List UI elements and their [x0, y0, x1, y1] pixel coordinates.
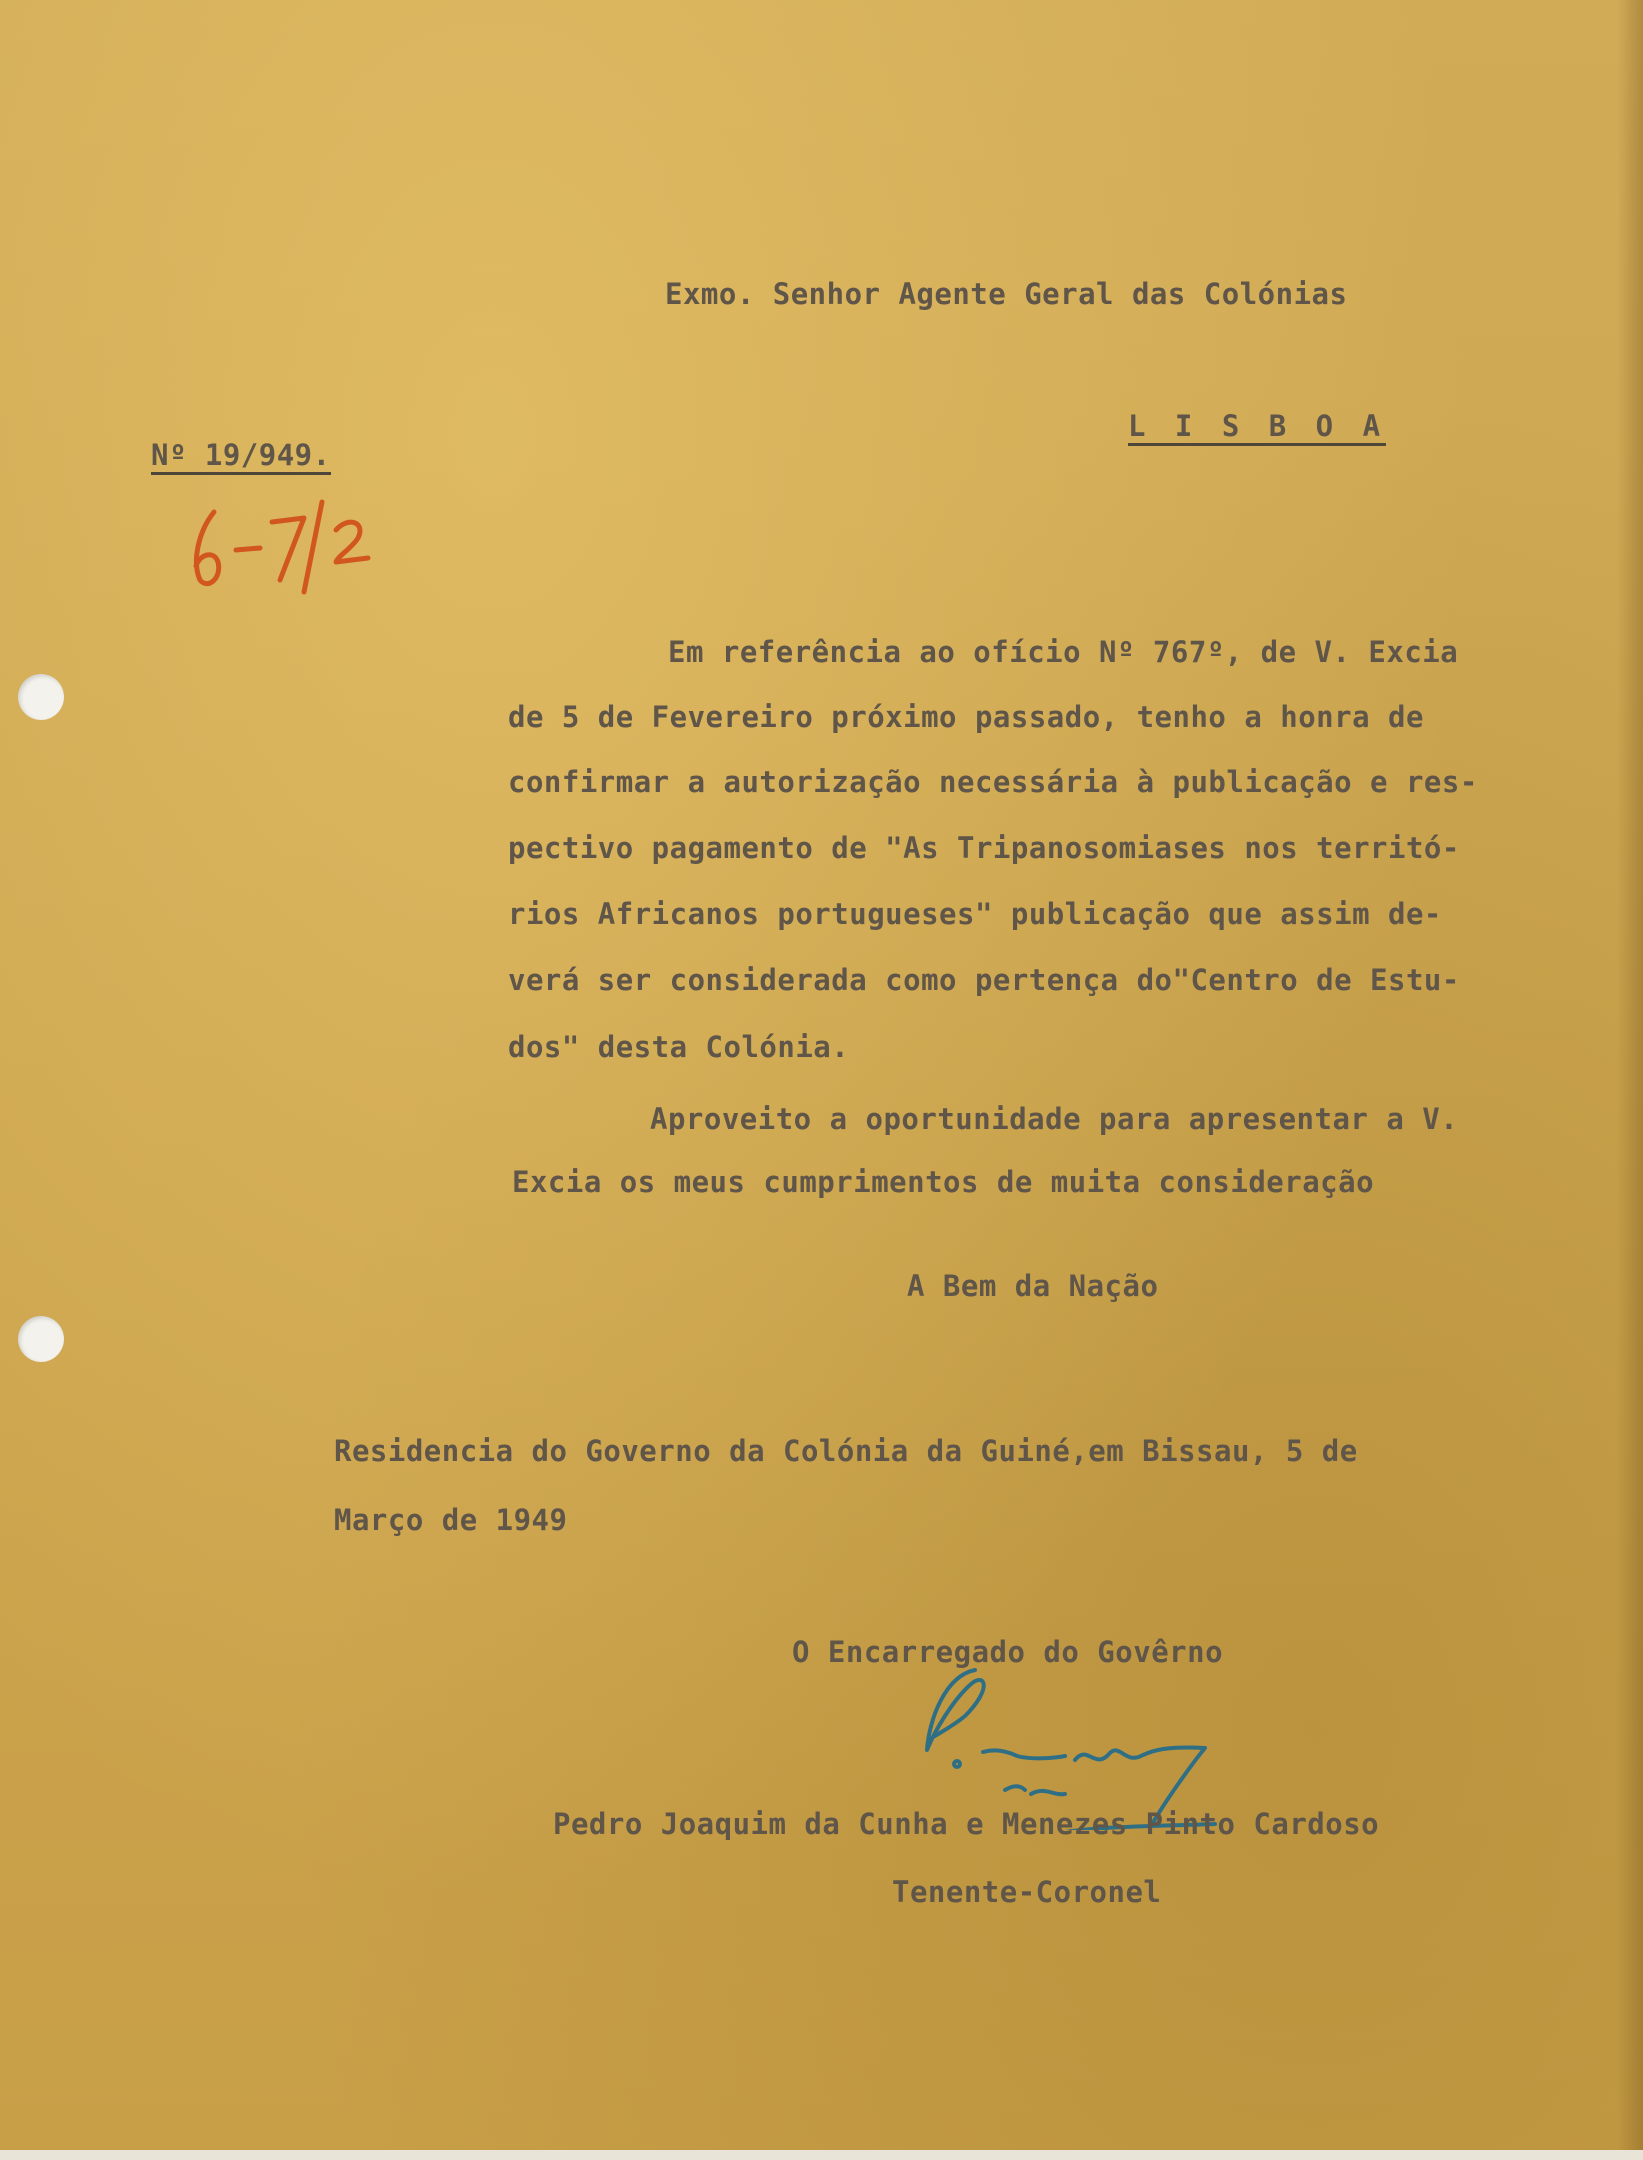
signatory-title: O Encarregado do Govêrno	[792, 1635, 1224, 1669]
reference-number: Nº 19/949.	[151, 441, 331, 475]
signature-icon	[905, 1660, 1265, 1830]
city-heading: L I S B O A	[1128, 412, 1386, 446]
paper-edge-shadow	[1617, 0, 1643, 2160]
punch-hole-bottom	[18, 1316, 64, 1362]
addressee-line: Exmo. Senhor Agente Geral das Colónias	[665, 277, 1348, 311]
signatory-name: Pedro Joaquim da Cunha e Menezes Pinto Cardoso	[553, 1807, 1380, 1841]
body-line-7: dos" desta Colónia.	[508, 1030, 850, 1064]
place-date-line-1: Residencia do Governo da Colónia da Guiné,em Bissau, 5 de	[334, 1434, 1358, 1468]
closing-line-2: Excia os meus cumprimentos de muita consideração	[512, 1165, 1375, 1199]
body-line-1: Em referência ao ofício Nº 767º, de V. Excia	[668, 635, 1459, 669]
body-line-2: de 5 de Fevereiro próximo passado, tenho a honra de	[508, 700, 1424, 734]
salutation: A Bem da Nação	[907, 1269, 1159, 1303]
scan-bottom-strip	[0, 2150, 1643, 2160]
red-pencil-annotation-icon	[186, 492, 386, 602]
body-line-5: rios Africanos portugueses" publicação que assim de-	[508, 897, 1442, 931]
body-line-6: verá ser considerada como pertença do"Centro de Estu-	[508, 963, 1460, 997]
body-line-4: pectivo pagamento de "As Tripanosomiases nos territó-	[508, 831, 1460, 865]
signatory-rank: Tenente-Coronel	[892, 1875, 1162, 1909]
handwritten-reference	[186, 492, 386, 607]
place-date-line-2: Março de 1949	[334, 1503, 568, 1537]
closing-line-1: Aproveito a oportunidade para apresentar a V.	[650, 1102, 1459, 1136]
punch-hole-top	[18, 674, 64, 720]
body-line-3: confirmar a autorização necessária à publicação e res-	[508, 765, 1478, 799]
